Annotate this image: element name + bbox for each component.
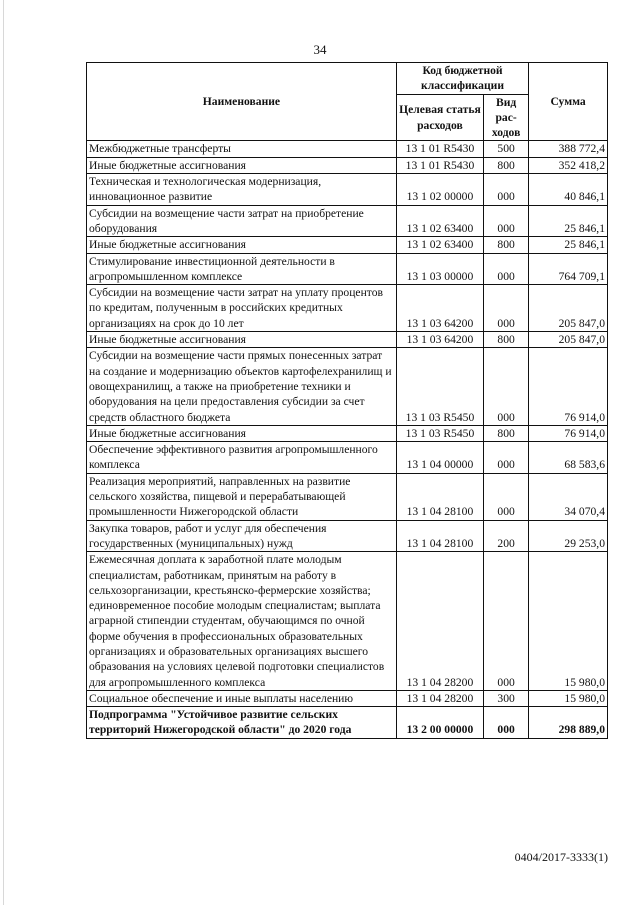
row-name: Обеспечение эффективного развития агропромышленного комплекса bbox=[87, 442, 397, 474]
header-name: Наименование bbox=[87, 63, 397, 141]
row-kind: 000 bbox=[484, 552, 529, 691]
table-row bbox=[87, 442, 608, 474]
table-row bbox=[87, 141, 608, 157]
table-row bbox=[87, 473, 608, 520]
row-sum: 68 583,6 bbox=[529, 442, 608, 474]
row-code: 13 1 03 64200 bbox=[396, 332, 483, 348]
row-code: 13 1 02 63400 bbox=[396, 205, 483, 237]
row-code: 13 1 03 R5450 bbox=[396, 348, 483, 425]
table-row bbox=[87, 425, 608, 441]
row-sum: 388 772,4 bbox=[529, 141, 608, 157]
row-kind: 800 bbox=[484, 237, 529, 253]
row-name: Закупка товаров, работ и услуг для обеспечения государственных (муниципальных) нужд bbox=[87, 520, 397, 552]
row-kind: 000 bbox=[484, 473, 529, 520]
row-sum: 205 847,0 bbox=[529, 332, 608, 348]
row-kind: 500 bbox=[484, 141, 529, 157]
row-code: 13 2 00 00000 bbox=[396, 707, 483, 739]
table-row bbox=[87, 552, 608, 691]
row-code: 13 1 03 R5450 bbox=[396, 425, 483, 441]
row-sum: 76 914,0 bbox=[529, 348, 608, 425]
row-kind: 200 bbox=[484, 520, 529, 552]
page-number: 34 bbox=[313, 42, 327, 57]
row-code: 13 1 01 R5430 bbox=[396, 141, 483, 157]
row-code: 13 1 04 00000 bbox=[396, 442, 483, 474]
row-sum: 352 418,2 bbox=[529, 157, 608, 173]
header-sum: Сумма bbox=[529, 63, 608, 141]
row-sum: 298 889,0 bbox=[529, 707, 608, 739]
table-row bbox=[87, 237, 608, 253]
row-sum: 15 980,0 bbox=[529, 690, 608, 706]
row-name: Иные бюджетные ассигнования bbox=[87, 157, 397, 173]
row-kind: 000 bbox=[484, 442, 529, 474]
table-row bbox=[87, 285, 608, 332]
row-code: 13 1 04 28100 bbox=[396, 520, 483, 552]
row-name: Иные бюджетные ассигнования bbox=[87, 425, 397, 441]
row-code: 13 1 03 00000 bbox=[396, 253, 483, 285]
row-sum: 76 914,0 bbox=[529, 425, 608, 441]
row-sum: 34 070,4 bbox=[529, 473, 608, 520]
row-kind: 800 bbox=[484, 332, 529, 348]
table-row bbox=[87, 174, 608, 206]
table-row bbox=[87, 157, 608, 173]
row-name: Подпрограмма "Устойчивое развитие сельских территорий Нижегородской области" до 2020 года bbox=[87, 707, 397, 739]
row-kind: 000 bbox=[484, 253, 529, 285]
table-body bbox=[87, 141, 608, 738]
row-name: Межбюджетные трансферты bbox=[87, 141, 397, 157]
row-name: Стимулирование инвестиционной деятельности в агропромышленном комплексе bbox=[87, 253, 397, 285]
row-sum: 764 709,1 bbox=[529, 253, 608, 285]
row-name: Субсидии на возмещение части затрат на уплату процентов по кредитам, полученным в российских кредитных организациях на срок до 10 лет bbox=[87, 285, 397, 332]
row-kind: 800 bbox=[484, 157, 529, 173]
table-row bbox=[87, 707, 608, 739]
row-name: Техническая и технологическая модернизация, инновационное развитие bbox=[87, 174, 397, 206]
table-row bbox=[87, 205, 608, 237]
row-name: Социальное обеспечение и иные выплаты населению bbox=[87, 690, 397, 706]
row-name: Иные бюджетные ассигнования bbox=[87, 332, 397, 348]
row-name: Реализация мероприятий, направленных на развитие сельского хозяйства, пищевой и перерабатывающей промышленности Нижегородской области bbox=[87, 473, 397, 520]
row-sum: 29 253,0 bbox=[529, 520, 608, 552]
table-row bbox=[87, 332, 608, 348]
row-code: 13 1 04 28200 bbox=[396, 690, 483, 706]
row-sum: 15 980,0 bbox=[529, 552, 608, 691]
row-name: Субсидии на возмещение части затрат на приобретение оборудования bbox=[87, 205, 397, 237]
row-kind: 000 bbox=[484, 174, 529, 206]
row-code: 13 1 01 R5430 bbox=[396, 157, 483, 173]
row-kind: 300 bbox=[484, 690, 529, 706]
header-code-target: Целевая статья расходов bbox=[396, 94, 483, 141]
row-code: 13 1 04 28200 bbox=[396, 552, 483, 691]
row-sum: 40 846,1 bbox=[529, 174, 608, 206]
row-kind: 000 bbox=[484, 707, 529, 739]
row-name: Иные бюджетные ассигнования bbox=[87, 237, 397, 253]
row-name: Ежемесячная доплата к заработной плате молодым специалистам, работникам, принятым на работу в сельхозорганизации, крестьянско-фермерские хозяйства; единовременное пособие молодым специалистам; выплата аграрной стипендии студентам, обучающимся по очной форме обучения в профессиональных образовательных организациях и образовательных организациях высшего образования на условиях целевой подготовки специалистов для агропромышленного комплекса bbox=[87, 552, 397, 691]
header-code-group: Код бюджетной классификации bbox=[396, 63, 528, 95]
table-row bbox=[87, 348, 608, 425]
row-code: 13 1 04 28100 bbox=[396, 473, 483, 520]
row-sum: 25 846,1 bbox=[529, 237, 608, 253]
row-kind: 000 bbox=[484, 285, 529, 332]
row-kind: 000 bbox=[484, 348, 529, 425]
row-code: 13 1 02 00000 bbox=[396, 174, 483, 206]
header-code-kind: Вид рас-ходов bbox=[484, 94, 529, 141]
table-row bbox=[87, 253, 608, 285]
row-sum: 205 847,0 bbox=[529, 285, 608, 332]
document-code: 0404/2017-3333(1) bbox=[514, 850, 608, 864]
table-row bbox=[87, 520, 608, 552]
row-sum: 25 846,1 bbox=[529, 205, 608, 237]
row-code: 13 1 03 64200 bbox=[396, 285, 483, 332]
row-kind: 800 bbox=[484, 425, 529, 441]
scan-margin-line bbox=[3, 0, 4, 905]
table-row bbox=[87, 690, 608, 706]
row-kind: 000 bbox=[484, 205, 529, 237]
budget-table bbox=[86, 62, 608, 739]
row-name: Субсидии на возмещение части прямых понесенных затрат на создание и модернизацию объектов картофелехранилищ и овощехранилищ, а также на приобретение техники и оборудования на цели предоставления субсидии за счет средств областного бюджета bbox=[87, 348, 397, 425]
row-code: 13 1 02 63400 bbox=[396, 237, 483, 253]
